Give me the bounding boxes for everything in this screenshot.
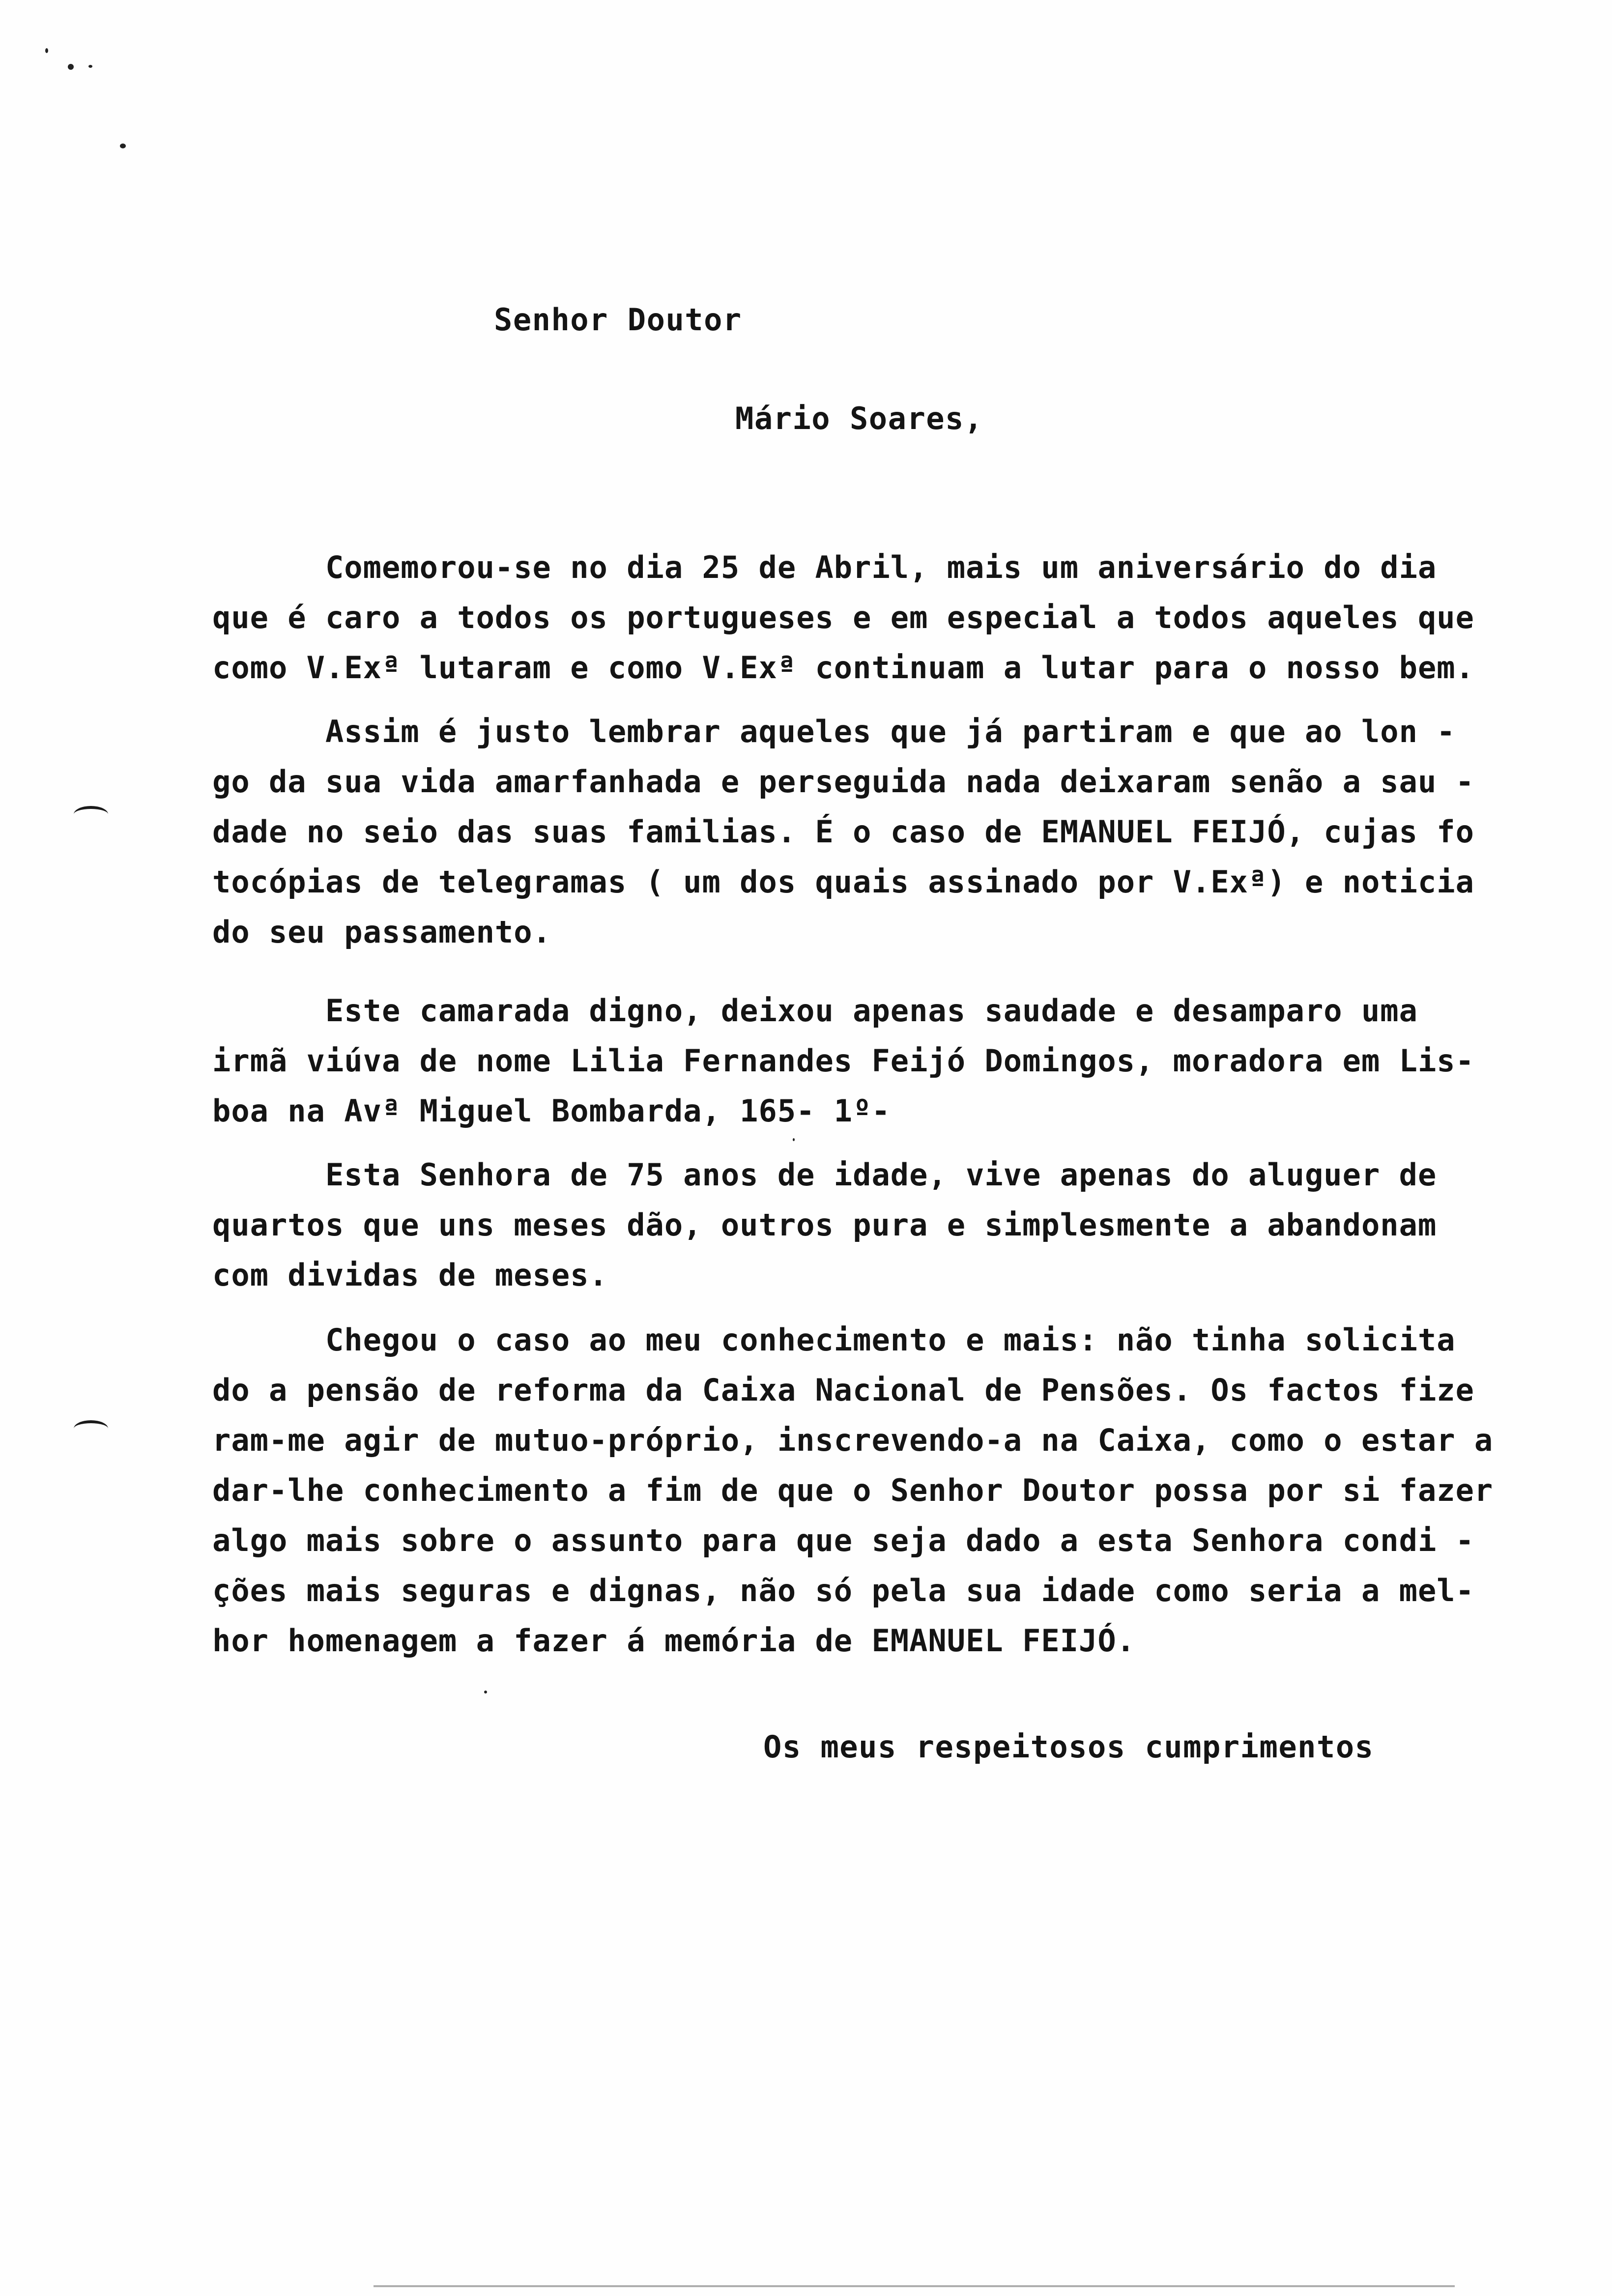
punch-hole-mark bbox=[74, 806, 108, 823]
body-line: do a pensão de reforma da Caixa Nacional de Pensões. Os factos fize bbox=[212, 1372, 1474, 1408]
salutation-title: Senhor Doutor bbox=[494, 302, 742, 338]
body-line: hor homenagem a fazer á memória de EMANUEL FEIJÓ. bbox=[212, 1623, 1136, 1659]
body-line: irmã viúva de nome Lilia Fernandes Feijó Domingos, moradora em Lis- bbox=[212, 1043, 1474, 1079]
scan-speck bbox=[484, 1691, 487, 1693]
body-line: Comemorou-se no dia 25 de Abril, mais um aniversário do dia bbox=[212, 549, 1437, 585]
body-line: como V.Exª lutaram e como V.Exª continuam a lutar para o nosso bem. bbox=[212, 650, 1474, 686]
body-line: dar-lhe conhecimento a fim de que o Senhor Doutor possa por si fazer bbox=[212, 1472, 1494, 1508]
salutation-name: Mário Soares, bbox=[735, 401, 983, 436]
punch-hole-mark bbox=[74, 1420, 108, 1437]
page-bottom-edge bbox=[374, 2285, 1455, 2287]
body-line: Esta Senhora de 75 anos de idade, vive apenas do aluguer de bbox=[212, 1157, 1437, 1193]
body-line: do seu passamento. bbox=[212, 914, 551, 950]
body-line: que é caro a todos os portugueses e em especial a todos aqueles que bbox=[212, 600, 1474, 635]
scan-speck bbox=[45, 48, 48, 53]
body-line: boa na Avª Miguel Bombarda, 165- 1º- bbox=[212, 1093, 891, 1129]
scan-speck bbox=[88, 65, 92, 68]
body-line: ram-me agir de mutuo-próprio, inscrevendo-a na Caixa, como o estar a bbox=[212, 1422, 1494, 1458]
closing-line: Os meus respeitosos cumprimentos bbox=[763, 1729, 1374, 1765]
body-line: ções mais seguras e dignas, não só pela sua idade como seria a mel- bbox=[212, 1573, 1474, 1608]
body-line: dade no seio das suas familias. É o caso de EMANUEL FEIJÓ, cujas fo bbox=[212, 814, 1474, 850]
body-line: com dividas de meses. bbox=[212, 1257, 608, 1293]
body-line: Este camarada digno, deixou apenas saudade e desamparo uma bbox=[212, 993, 1418, 1029]
body-line: quartos que uns meses dão, outros pura e simplesmente a abandonam bbox=[212, 1207, 1437, 1243]
body-line: algo mais sobre o assunto para que seja dado a esta Senhora condi - bbox=[212, 1522, 1474, 1558]
body-line: go da sua vida amarfanhada e perseguida nada deixaram senão a sau - bbox=[212, 764, 1474, 800]
body-line: tocópias de telegramas ( um dos quais assinado por V.Exª) e noticia bbox=[212, 864, 1474, 900]
scan-speck bbox=[120, 144, 126, 148]
scan-speck bbox=[793, 1138, 795, 1141]
scan-speck bbox=[68, 64, 74, 70]
body-line: Chegou o caso ao meu conhecimento e mais: não tinha solicita bbox=[212, 1322, 1456, 1358]
body-line: Assim é justo lembrar aqueles que já partiram e que ao lon - bbox=[212, 714, 1456, 749]
